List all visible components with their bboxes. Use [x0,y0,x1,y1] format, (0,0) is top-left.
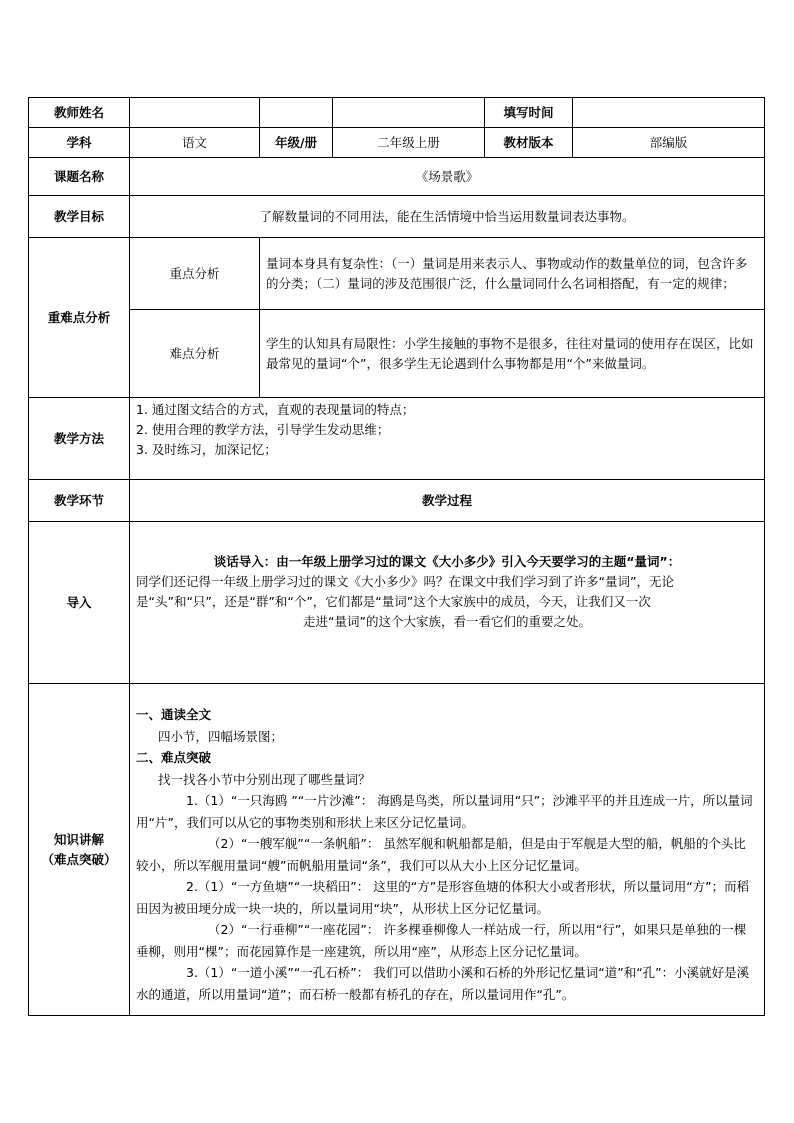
intro-label: 导入 [29,522,130,684]
process-stage-label: 教学环节 [29,480,130,522]
blank-cell[interactable] [333,98,485,128]
section-text-1: 四小节，四幅场景图； [158,728,284,744]
intro-row [29,522,765,684]
teacher-row [29,98,765,128]
process-header-row [29,480,765,522]
teacher-name-label: 教师姓名 [29,98,130,128]
fill-time-label: 填写时间 [485,98,573,128]
knowledge-label: 知识讲解 [53,831,104,847]
methods-list [130,398,765,480]
intro-content [130,522,765,684]
goal-row [29,196,765,238]
lesson-row [29,158,765,196]
subject-label: 学科 [29,128,130,158]
key-analysis-label: 重点分析 [130,238,260,310]
point-1: 1.（1）“一只海鸥 ”“一片沙滩”： 海鸥是鸟类，所以量词用“只”；沙滩平平的并且连成一片，所以量词用“片”，我们可以从它的事物类别和形状上来区分记忆量词。 [136,793,753,830]
knowledge-row [29,684,765,1016]
point-4: （2）“一行垂柳”“一座花园”： 许多棵垂柳像人一样站成一行，所以用“行”，如果只是单独的一棵垂柳，则用“棵”；而花园算作是一座建筑，所以用“座”，从形态上区分记忆量词。 [136,922,747,959]
key-analysis-row [29,238,765,310]
point-5: 3.（1）“一道小溪”“一孔石桥”： 我们可以借助小溪和石桥的外形记忆量词“道”和“孔”：小溪就好是溪水的通道，所以用量词“道”；而石桥一般都有桥孔的存在，所以量词用作“孔”。 [136,965,750,1002]
intro-heading: 谈话导入：由一年级上册学习过的课文《大小多少》引入今天要学习的主题“量词”： [213,554,681,569]
teacher-name-field[interactable] [130,98,260,128]
knowledge-sublabel: （难点突破） [41,851,117,867]
difficult-analysis-text: 学生的认知具有局限性：小学生接触的事物不是很多，往往对量词的使用存在误区，比如最常见的量词“个”，很多学生无论遇到什么事物都是用“个”来做量词。 [260,310,765,398]
section-heading-2: 二、难点突破 [136,750,212,765]
question-text: 找一找各小节中分别出现了哪些量词？ [158,771,371,787]
grade-value: 二年级上册 [333,128,485,158]
difficult-analysis-label: 难点分析 [130,310,260,398]
methods-row [29,398,765,480]
goal-label: 教学目标 [29,196,130,238]
subject-row [29,128,765,158]
lesson-title: 《场景歌》 [130,158,765,196]
edition-label: 教材版本 [485,128,573,158]
methods-label: 教学方法 [29,398,130,480]
method-item: 3. 及时练习，加深记忆； [136,442,277,457]
blank-cell[interactable] [260,98,333,128]
edition-value: 部编版 [573,128,765,158]
fill-time-field[interactable] [573,98,765,128]
intro-body: 同学们还记得一年级上册学习过的课文《大小多少》吗？在课文中我们学习到了许多“量词”，无论是“头”和“只”，还是“群”和“个”，它们都是“量词”这个大家族中的成员，今天，让我们又一次 [136,574,674,609]
subject-value: 语文 [130,128,260,158]
method-item: 1. 通过图文结合的方式，直观的表现量词的特点； [136,402,415,417]
section-heading-1: 一、通读全文 [136,707,212,722]
knowledge-content [130,684,765,1016]
point-2: （2）“一艘军舰”“一条帆船”： 虽然军舰和帆船都是船，但是由于军舰是大型的船，帆船的个头比较小，所以军舰用量词“艘”而帆船用量词“条”，我们可以从大小上区分记忆量词。 [136,836,746,873]
intro-body-tail: 走进“量词”的这个大家族，看一看它们的重要之处。 [303,614,591,629]
knowledge-label-cell [29,684,130,1016]
goal-text: 了解数量词的不同用法，能在生活情境中恰当运用数量词表达事物。 [130,196,765,238]
key-analysis-text: 量词本身具有复杂性：（一）量词是用来表示人、事物或动作的数量单位的词，包含许多的分类；（二）量词的涉及范围很广泛，什么量词同什么名词相搭配，有一定的规律； [260,238,765,310]
lesson-plan-table [28,97,765,1016]
lesson-label: 课题名称 [29,158,130,196]
method-item: 2. 使用合理的教学方法，引导学生发动思维； [136,422,390,437]
grade-label: 年级/册 [260,128,333,158]
difficult-analysis-row [29,310,765,398]
point-3: 2.（1）“一方鱼塘”“一块稻田”： 这里的“方”是形容鱼塘的体积大小或者形状，所以量词用“方”；而稻田因为被田埂分成一块一块的，所以量词用“块”，从形状上区分记忆量词。 [136,879,750,916]
analysis-label: 重难点分析 [29,238,130,398]
process-label: 教学过程 [130,480,765,522]
